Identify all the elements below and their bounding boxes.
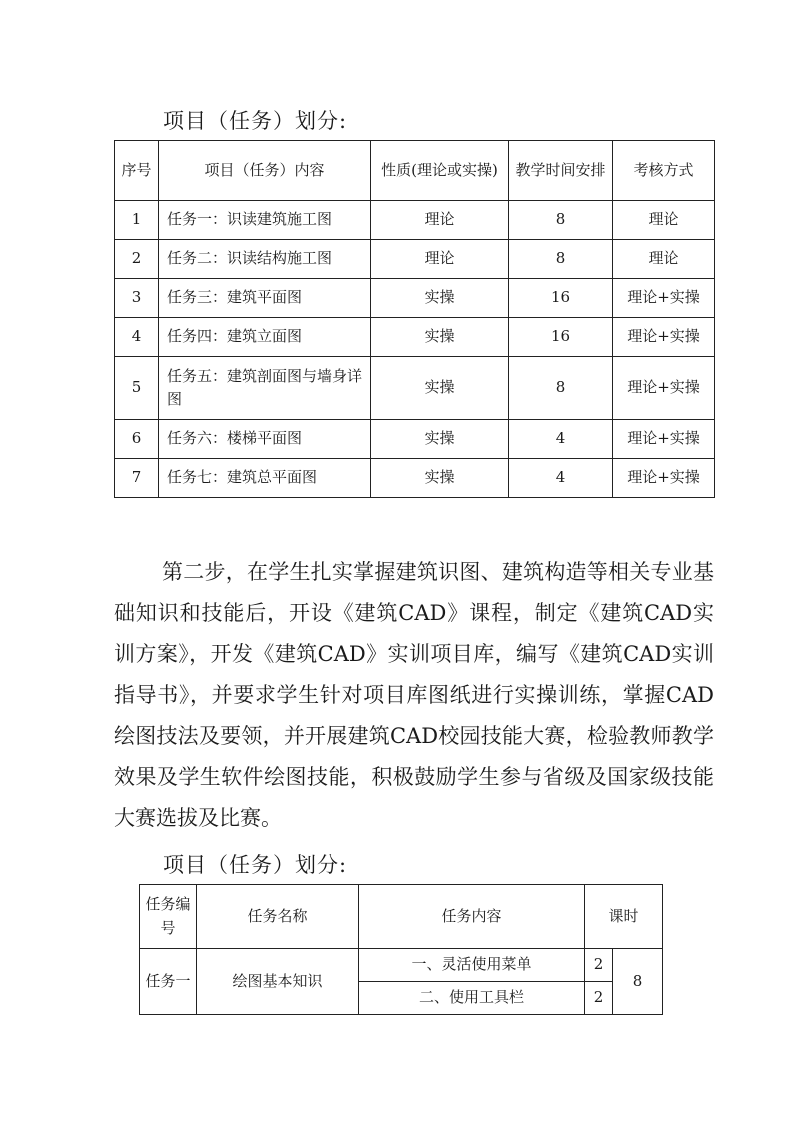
cell-hours: 4: [509, 459, 613, 498]
cell-hours: 8: [509, 357, 613, 420]
cell-seq: 7: [115, 459, 159, 498]
cell-content: 任务四：建筑立面图: [159, 318, 371, 357]
paragraph-text: 第二步，在学生扎实掌握建筑识图、建筑构造等相关专业基础知识和技能后，开设《建筑CAD》课程，制定《建筑CAD实训方案》，开发《建筑CAD》实训项目库，编写《建筑CAD实训指导书》，并要求学生针对项目库图纸进行实操训练，掌握CAD绘图技法及要领，并开展建筑CAD校园技能大赛，检验教师教学效果及学生软件绘图技能，积极鼓励学生参与省级及国家级技能大赛选拔及比赛。: [114, 560, 714, 830]
cell-total-hours: 8: [613, 949, 663, 1015]
cell-assessment: 理论+实操: [613, 357, 715, 420]
cell-seq: 1: [115, 201, 159, 240]
cell-content: 任务二：识读结构施工图: [159, 240, 371, 279]
header-task-id: 任务编号: [140, 885, 197, 949]
cell-assessment: 理论: [613, 240, 715, 279]
cell-hours: 16: [509, 318, 613, 357]
header-content: 项目（任务）内容: [159, 141, 371, 201]
cell-nature: 理论: [371, 240, 509, 279]
table-row: [115, 420, 715, 459]
table-header-row: [115, 141, 715, 201]
cell-hours: 8: [509, 240, 613, 279]
cell-nature: 实操: [371, 420, 509, 459]
cell-content: 任务一：识读建筑施工图: [159, 201, 371, 240]
header-assessment: 考核方式: [613, 141, 715, 201]
section-heading-2: 项目（任务）划分:: [163, 853, 348, 877]
table-row: [115, 201, 715, 240]
header-task-content: 任务内容: [359, 885, 585, 949]
table-row: [115, 357, 715, 420]
cell-content: 任务七：建筑总平面图: [159, 459, 371, 498]
cell-assessment: 理论+实操: [613, 459, 715, 498]
cell-seq: 4: [115, 318, 159, 357]
cell-item-hours: 2: [585, 949, 613, 982]
cell-nature: 理论: [371, 201, 509, 240]
task-table-2: [139, 884, 663, 1015]
cell-seq: 2: [115, 240, 159, 279]
cell-task-id: 任务一: [140, 949, 197, 1015]
table-row: [115, 279, 715, 318]
cell-nature: 实操: [371, 279, 509, 318]
cell-content: 任务六：楼梯平面图: [159, 420, 371, 459]
table-row: [140, 949, 663, 982]
header-class-hours: 课时: [585, 885, 663, 949]
table-row: [115, 459, 715, 498]
cell-nature: 实操: [371, 318, 509, 357]
cell-content: 任务五：建筑剖面图与墙身详图: [159, 357, 371, 420]
header-task-name: 任务名称: [197, 885, 359, 949]
cell-seq: 6: [115, 420, 159, 459]
cell-nature: 实操: [371, 357, 509, 420]
cell-nature: 实操: [371, 459, 509, 498]
cell-assessment: 理论+实操: [613, 279, 715, 318]
header-nature: 性质(理论或实操): [371, 141, 509, 201]
cell-assessment: 理论+实操: [613, 420, 715, 459]
cell-item-hours: 2: [585, 982, 613, 1015]
body-paragraph: [114, 552, 714, 839]
cell-assessment: 理论+实操: [613, 318, 715, 357]
cell-content: 任务三：建筑平面图: [159, 279, 371, 318]
cell-hours: 16: [509, 279, 613, 318]
task-table-1: [114, 140, 715, 498]
header-seq: 序号: [115, 141, 159, 201]
table-row: [115, 318, 715, 357]
table-row: [115, 240, 715, 279]
section-heading-1: 项目（任务）划分:: [163, 109, 348, 133]
cell-seq: 5: [115, 357, 159, 420]
cell-task-name: 绘图基本知识: [197, 949, 359, 1015]
header-hours: 教学时间安排: [509, 141, 613, 201]
cell-seq: 3: [115, 279, 159, 318]
cell-task-content: 一、灵活使用菜单: [359, 949, 585, 982]
cell-hours: 4: [509, 420, 613, 459]
table-header-row: [140, 885, 663, 949]
cell-assessment: 理论: [613, 201, 715, 240]
cell-hours: 8: [509, 201, 613, 240]
cell-task-content: 二、使用工具栏: [359, 982, 585, 1015]
